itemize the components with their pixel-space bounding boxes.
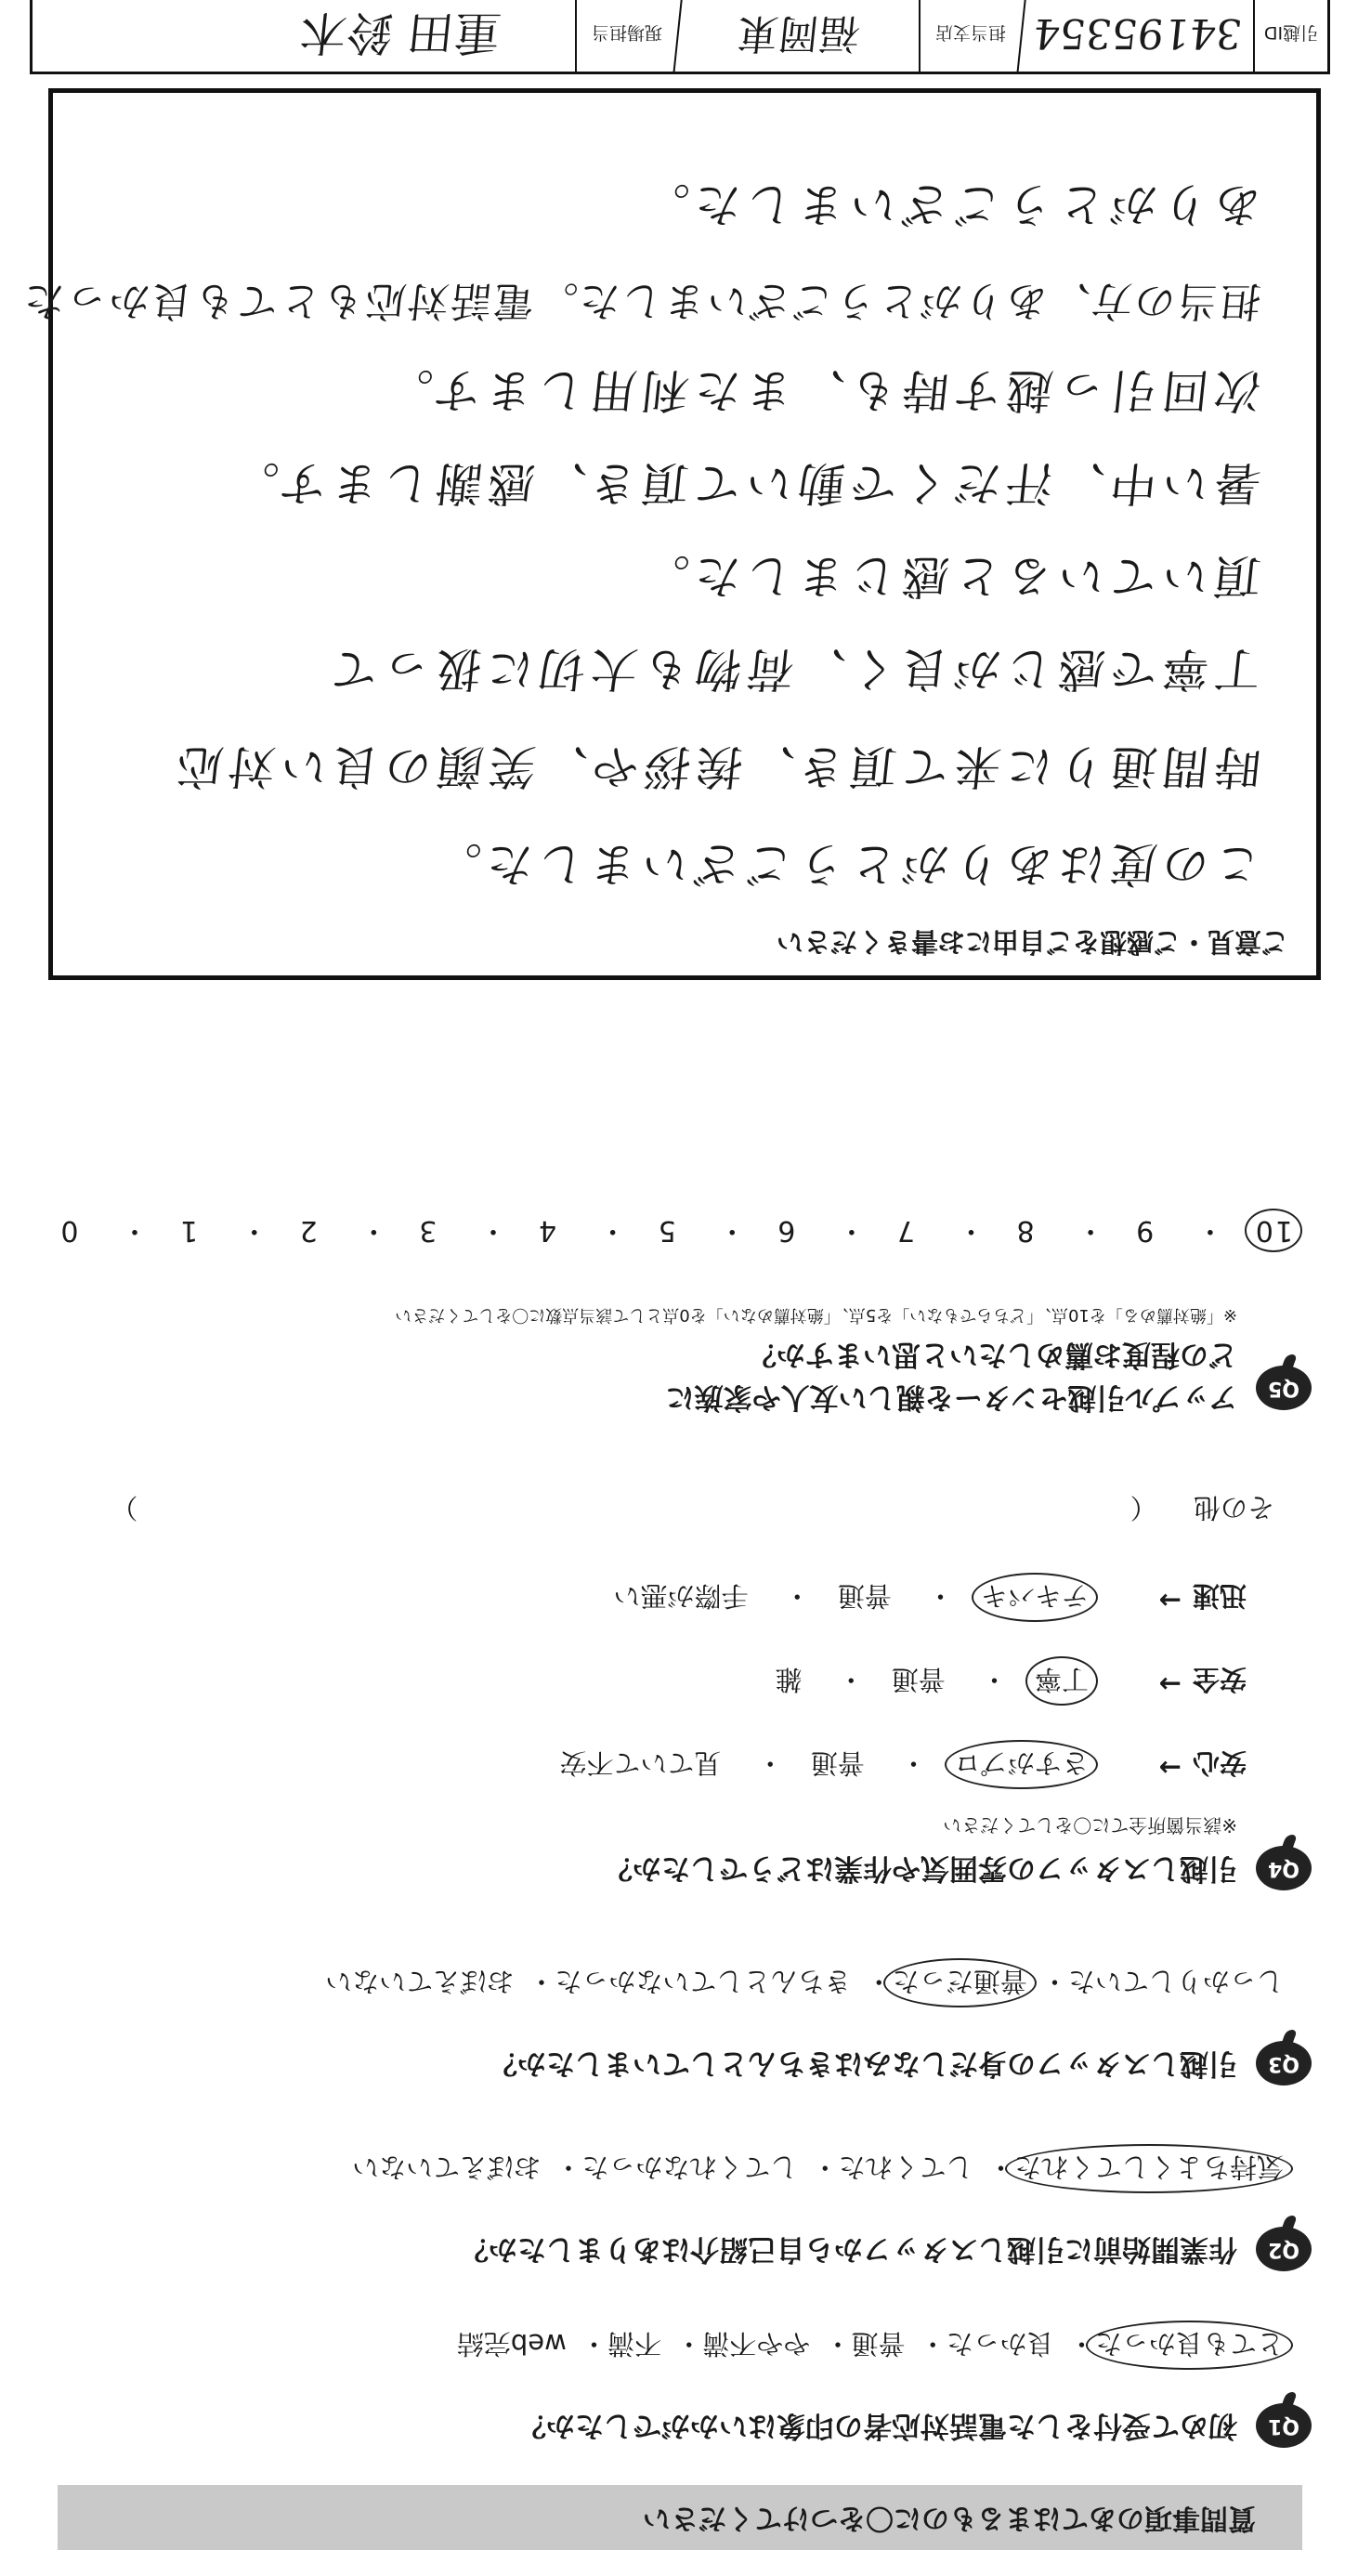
- question-3-text: 引越しスタッフの身だしなみはきちんとしていましたか？: [489, 2046, 1237, 2080]
- question-1-text: 初めて受付をした電話対応者の印象はいかがでしたか？: [517, 2409, 1237, 2442]
- survey-card: [19, 6, 1330, 2550]
- move-id-value: 34195354: [1017, 0, 1258, 72]
- comment-line-6: 次回引っ越す時も、また利用します。: [377, 363, 1264, 417]
- q4-other: [111, 1490, 1274, 1528]
- comment-line-8: ありがとうございました。: [633, 177, 1264, 231]
- q5-score-1: 1: [178, 1214, 199, 1247]
- q4-note: ※該当箇所全てに〇をしてください: [943, 1814, 1237, 1837]
- q4-other-open-paren: （: [1129, 1492, 1157, 1523]
- question-4-text: 引越しスタッフの雰囲気や作業はどうでしたか？: [604, 1851, 1237, 1885]
- question-badge-q5: Q5: [1256, 1366, 1312, 1410]
- q4-option-careful: 丁寧: [1025, 1656, 1098, 1706]
- q4-arrow: →: [1158, 1668, 1182, 1700]
- q2-option-did: してくれた: [838, 2151, 973, 2183]
- q4-arrow: →: [1158, 1752, 1182, 1784]
- q5-score-6: 6: [776, 1214, 796, 1247]
- q5-score-9: 9: [1134, 1214, 1155, 1247]
- question-5-text-line1: アップル引越センターを親しい友人や家族に: [665, 1380, 1237, 1414]
- q5-score-8: 8: [1014, 1214, 1035, 1247]
- q4-option-normal: 普通: [891, 1664, 946, 1695]
- q1-option-normal: 普通: [851, 2328, 906, 2360]
- q4-row-reassurance-options: さすがプロ ・ 普通 ・ 見ていて不安: [560, 1746, 1089, 1784]
- q4-option-brisk: テキパキ: [972, 1573, 1098, 1622]
- q3-option-not-neat: きちんとしていなかった: [555, 1966, 852, 1997]
- q5-scale: 10 ・ 9 ・ 8 ・ 7 ・ 6 ・ 5 ・ 4 ・ 3 ・ 2 ・ 1 ・ 0: [59, 1213, 1293, 1254]
- q1-options: とても良かった・ 良かった・ 普通・ やや不満・ 不満・ web完結: [457, 2326, 1284, 2364]
- site-lead-signature: [33, 0, 575, 72]
- q5-score-4: 4: [536, 1214, 557, 1247]
- q2-option-pleasantly: 気持ちよくしてくれた: [1005, 2144, 1293, 2193]
- move-id-label: 引越ID: [1253, 0, 1327, 72]
- q4-option-professional: さすがプロ: [945, 1740, 1098, 1789]
- question-2-text: 作業開始前に引越しスタッフから自己紹介はありましたか？: [460, 2232, 1237, 2266]
- comments-box: [19, 88, 1321, 980]
- q2-options: 気持ちよくしてくれた・ してくれた・ してくれなかった・ おぼえていない: [352, 2150, 1284, 2188]
- q1-option-web: web完結: [456, 2328, 567, 2360]
- instructions-banner: 質問事項のあてはまるものに〇をつけてください: [58, 2485, 1302, 2550]
- q1-option-slightly-unsatisfied: やや不満: [702, 2328, 811, 2360]
- question-badge-q3: Q3: [1256, 2041, 1312, 2086]
- q5-score-0: 0: [59, 1214, 79, 1247]
- site-lead-label: 現場担当: [575, 0, 677, 72]
- comments-title: ご意見・ご感想をご自由にお書きください: [776, 926, 1288, 958]
- q1-option-good: 良かった: [946, 2328, 1054, 2360]
- q4-option-normal: 普通: [837, 1580, 892, 1612]
- comment-line-5: 暑い中、汗だくで動いて頂き、感謝します。: [223, 456, 1264, 510]
- q4-option-worrying: 見ていて不安: [559, 1747, 722, 1779]
- q4-option-inefficient: 手際が悪い: [613, 1580, 749, 1612]
- q3-option-neat: しっかりしていた: [1067, 1966, 1284, 1997]
- branch-value: 福岡東: [673, 0, 923, 72]
- comment-line-3: 丁寧で感じが良く、荷物も大切に扱って: [322, 642, 1264, 696]
- q5-score-10: 10: [1245, 1209, 1302, 1252]
- question-5-text-line2: どの程度お薦めしたいと思いますか？: [748, 1338, 1237, 1371]
- site-lead-value: 重田 鈴木: [297, 6, 504, 59]
- staff-info-table: [30, 0, 1330, 74]
- q4-category-safety: 安全: [1192, 1664, 1247, 1695]
- q1-option-unsatisfied: 不満: [607, 2328, 662, 2360]
- q4-row-safety-options: 丁寧 ・ 普通 ・ 雑: [776, 1662, 1089, 1700]
- question-badge-q4: Q4: [1256, 1846, 1312, 1890]
- q3-option-dont-remember: おぼえていない: [325, 1966, 515, 1997]
- q4-row-speed-options: テキパキ ・ 普通 ・ 手際が悪い: [614, 1578, 1089, 1616]
- comment-line-4: 頂いていると感じました。: [633, 549, 1264, 603]
- q4-option-normal: 普通: [810, 1747, 865, 1779]
- q3-option-normal: 普通だった: [883, 1958, 1037, 2007]
- q5-note: ※「絶対薦める」を10点、「どちらでもない」を5点、「絶対薦めない」を0点として該当点数に〇をしてください: [395, 1305, 1237, 1325]
- q5-score-3: 3: [417, 1214, 437, 1247]
- q5-score-7: 7: [894, 1214, 915, 1247]
- q2-option-dont-remember: おぼえていない: [352, 2151, 542, 2183]
- q4-option-rough: 雑: [775, 1664, 803, 1695]
- q1-option-very-good: とても良かった: [1086, 2321, 1293, 2370]
- q4-category-speed: 迅速: [1192, 1580, 1247, 1612]
- q5-score-2: 2: [297, 1214, 318, 1247]
- q4-arrow: →: [1158, 1585, 1182, 1616]
- q3-options: しっかりしていた・ 普通だった・ きちんとしていなかった・ おぼえていない: [325, 1964, 1284, 2002]
- question-badge-q1: Q1: [1256, 2403, 1312, 2448]
- q4-other-close-paren: ）: [111, 1492, 138, 1523]
- comment-line-1: この度はありがとうございました。: [425, 837, 1264, 891]
- q2-option-did-not: してくれなかった: [581, 2151, 798, 2183]
- q5-score-5: 5: [656, 1214, 676, 1247]
- comment-line-2: 時間通りに来て頂き、挨拶や、笑顔の良い対応: [168, 739, 1264, 793]
- comment-line-7: 担当の方、ありがとうございました。電話対応もとても良かった: [19, 277, 1264, 324]
- q4-category-reassurance: 安心: [1192, 1747, 1247, 1779]
- branch-label: 担当支店: [919, 0, 1021, 72]
- q4-other-label: その他: [1193, 1492, 1274, 1523]
- question-badge-q2: Q2: [1256, 2227, 1312, 2271]
